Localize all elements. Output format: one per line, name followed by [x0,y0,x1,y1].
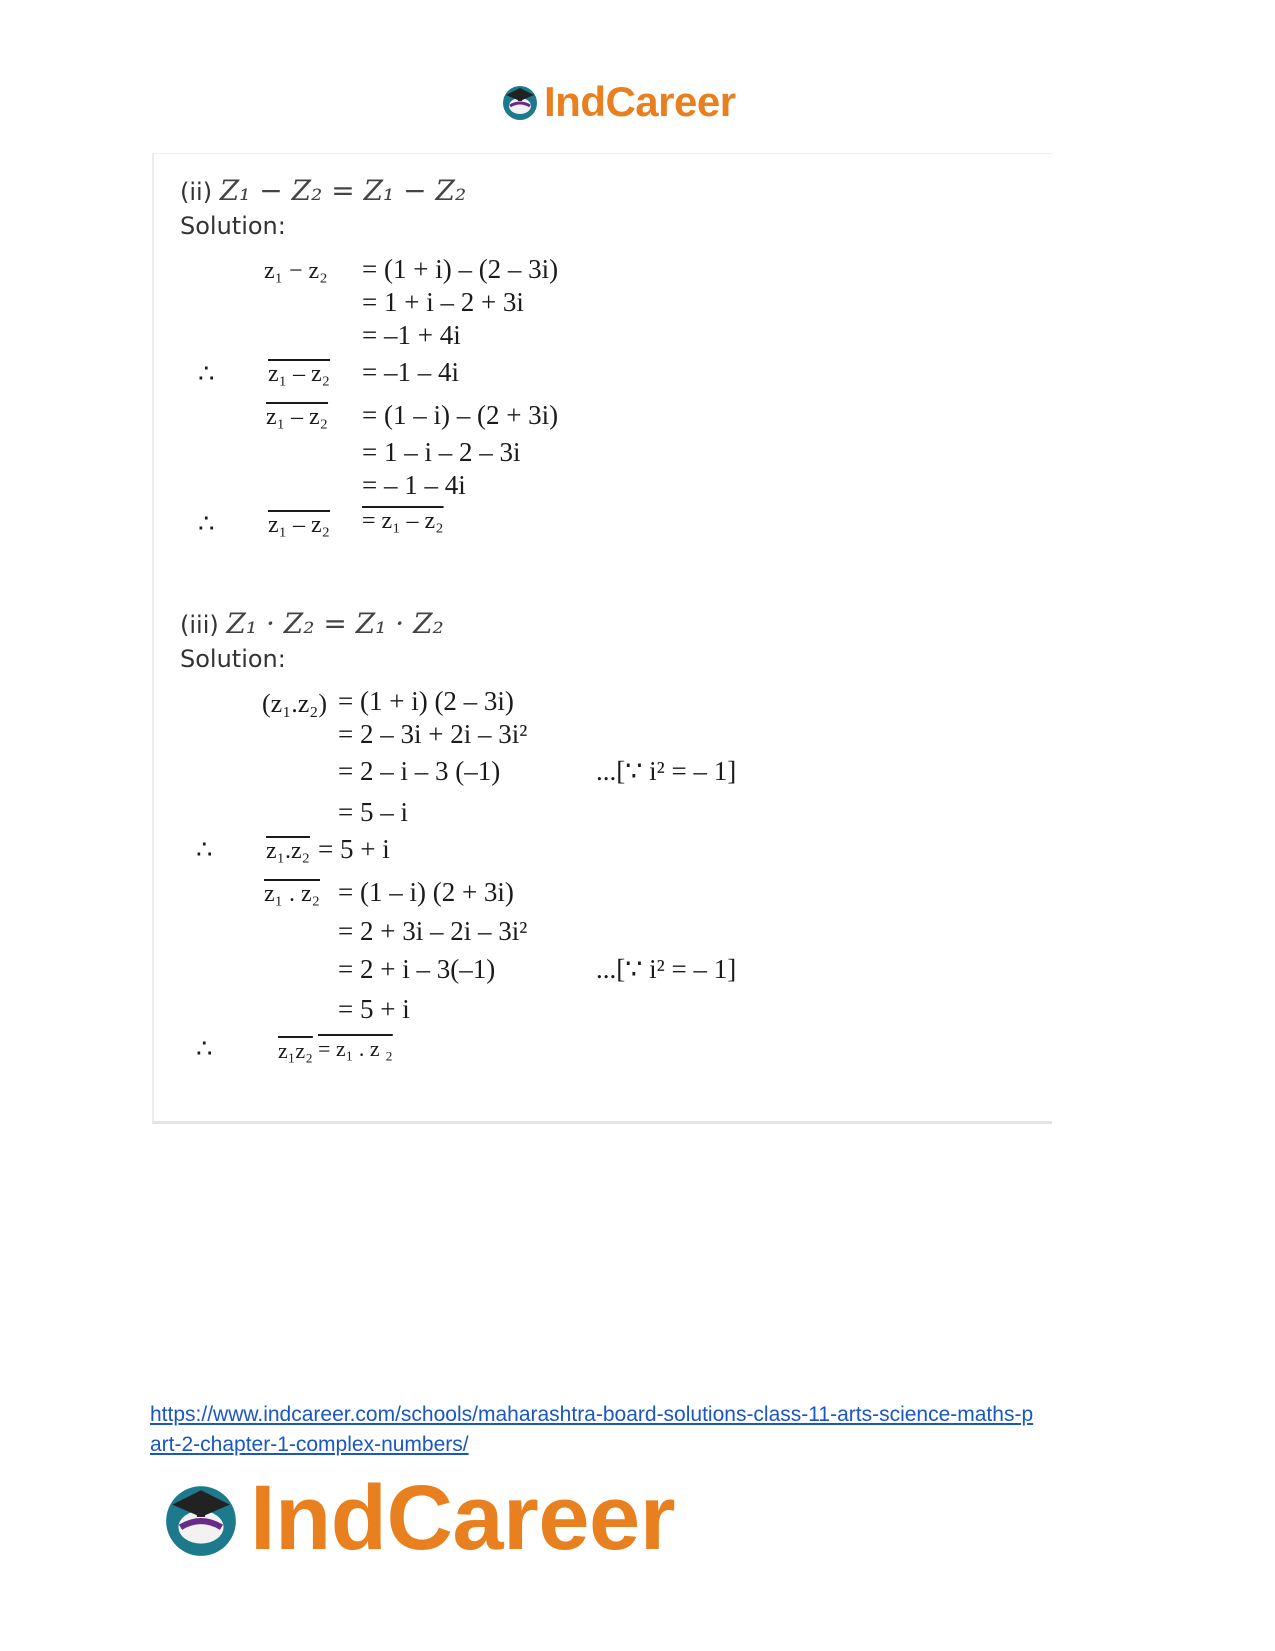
step-lhs: z₁ − z₂ [264,258,328,284]
header-logo [500,78,736,126]
step-lhs: (z₁.z₂) [262,689,328,718]
part-ii-label: (ii) [180,178,213,206]
step-rhs: = (1 – i) (2 + 3i) [338,877,514,907]
step-rhs: = – 1 – 4i [362,470,466,500]
step-rhs: = –1 + 4i [362,320,461,350]
step-rhs: = 1 + i – 2 + 3i [362,287,524,317]
step-rhs: = z₁ . z ₂ [318,1036,393,1061]
conjugate-lhs: z₁ – z₂ [268,361,331,387]
step-rhs: = (1 + i) (2 – 3i) [338,686,514,716]
graduation-globe-icon [160,1478,242,1560]
therefore-symbol: ∴ [196,1034,213,1063]
therefore-symbol: ∴ [196,835,213,864]
part-ii-heading [180,174,466,207]
step-rhs: = 2 + i – 3(–1) [338,954,496,984]
solution-content [152,153,1052,1124]
part-iii-label: (iii) [180,611,219,639]
step-rhs: = 5 – i [338,797,408,827]
step-rhs: = (1 – i) – (2 + 3i) [362,400,559,430]
source-link[interactable] [150,1400,1140,1460]
conjugate-lhs: z₁ . z₂ [264,881,321,907]
part-iii-heading [180,607,444,640]
source-link-line1[interactable]: https://www.indcareer.com/schools/maharashtra-board-solutions-class-11-arts-science-maths-p [150,1403,1034,1426]
step-rhs: = 5 + i [338,994,410,1024]
conjugate-lhs: z₁ – z₂ [266,404,329,430]
step-rhs: = 1 – i – 2 – 3i [362,437,521,467]
part-ii-formula: Z₁ − Z₂ = Z₁ − Z₂ [219,174,467,207]
conjugate-lhs: z₁.z₂ [266,838,311,864]
step-rhs: = 2 + 3i – 2i – 3i² [338,916,528,946]
step-rhs: = 2 – i – 3 (–1) [338,756,501,786]
conjugate-lhs: z₁ – z₂ [268,512,331,538]
step-rhs: = 2 – 3i + 2i – 3i² [338,719,528,749]
step-rhs: = (1 + i) – (2 – 3i) [362,254,559,284]
header-logo-text: IndCareer [544,78,736,125]
step-rhs: = 5 + i [318,834,390,864]
footer-logo-text: IndCareer [250,1467,675,1569]
therefore-symbol: ∴ [198,359,215,388]
identity-note: ...[∵ i² = – 1] [596,756,737,786]
step-rhs: = –1 – 4i [362,357,459,387]
source-link-line2[interactable]: art-2-chapter-1-complex-numbers/ [150,1433,469,1456]
identity-note: ...[∵ i² = – 1] [596,954,737,984]
conjugate-lhs: z₁z₂ [278,1038,313,1063]
footer-logo [160,1466,675,1571]
part-iii-solution-label: Solution: [180,645,286,673]
step-rhs: = z₁ – z₂ [362,508,444,534]
therefore-symbol: ∴ [198,509,215,538]
part-iii-formula: Z₁ · Z₂ = Z₁ · Z₂ [226,607,444,640]
graduation-globe-icon [500,82,540,122]
part-ii-solution-label: Solution: [180,212,286,240]
